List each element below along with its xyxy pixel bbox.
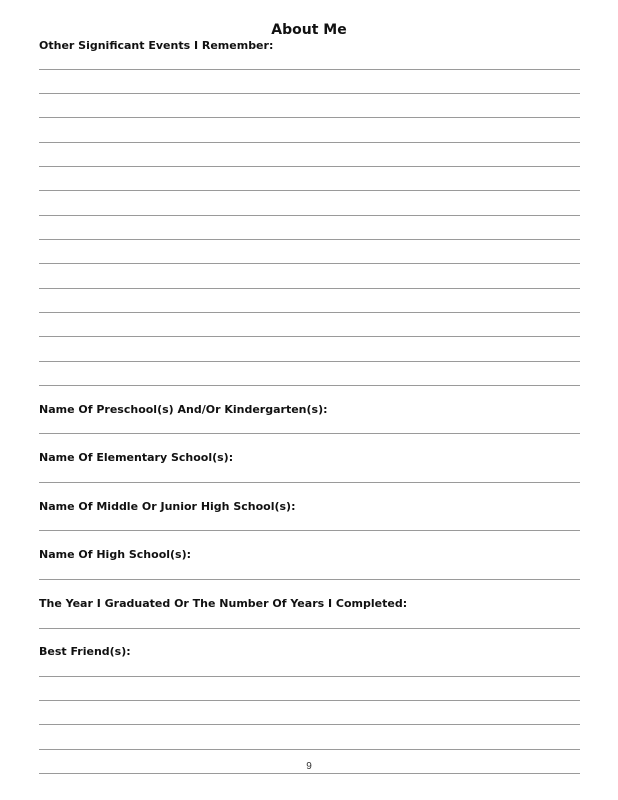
elementary-label: Name Of Elementary School(s): [39, 451, 234, 464]
high-school-line[interactable] [39, 579, 580, 580]
other-events-label: Other Significant Events I Remember: [39, 39, 274, 52]
writing-line[interactable] [39, 361, 580, 362]
writing-line[interactable] [39, 312, 580, 313]
best-friends-line[interactable] [39, 676, 580, 677]
preschool-line[interactable] [39, 433, 580, 434]
writing-line[interactable] [39, 263, 580, 264]
page-number: 9 [306, 761, 312, 772]
writing-line[interactable] [39, 190, 580, 191]
graduated-label: The Year I Graduated Or The Number Of Years I Completed: [39, 597, 408, 610]
best-friends-label: Best Friend(s): [39, 645, 131, 658]
high-school-label: Name Of High School(s): [39, 548, 192, 561]
writing-line[interactable] [39, 215, 580, 216]
best-friends-line[interactable] [39, 700, 580, 701]
writing-line[interactable] [39, 166, 580, 167]
middle-school-line[interactable] [39, 530, 580, 531]
best-friends-line[interactable] [39, 724, 580, 725]
page-title: About Me [271, 22, 347, 38]
writing-line[interactable] [39, 385, 580, 386]
writing-line[interactable] [39, 93, 580, 94]
preschool-label: Name Of Preschool(s) And/Or Kindergarten(s): [39, 403, 328, 416]
writing-line[interactable] [39, 336, 580, 337]
best-friends-line[interactable] [39, 749, 580, 750]
middle-school-label: Name Of Middle Or Junior High School(s): [39, 500, 296, 513]
graduated-line[interactable] [39, 628, 580, 629]
writing-line[interactable] [39, 288, 580, 289]
writing-line[interactable] [39, 142, 580, 143]
writing-line[interactable] [39, 117, 580, 118]
elementary-line[interactable] [39, 482, 580, 483]
best-friends-line[interactable] [39, 773, 580, 774]
writing-line[interactable] [39, 239, 580, 240]
writing-line[interactable] [39, 69, 580, 70]
